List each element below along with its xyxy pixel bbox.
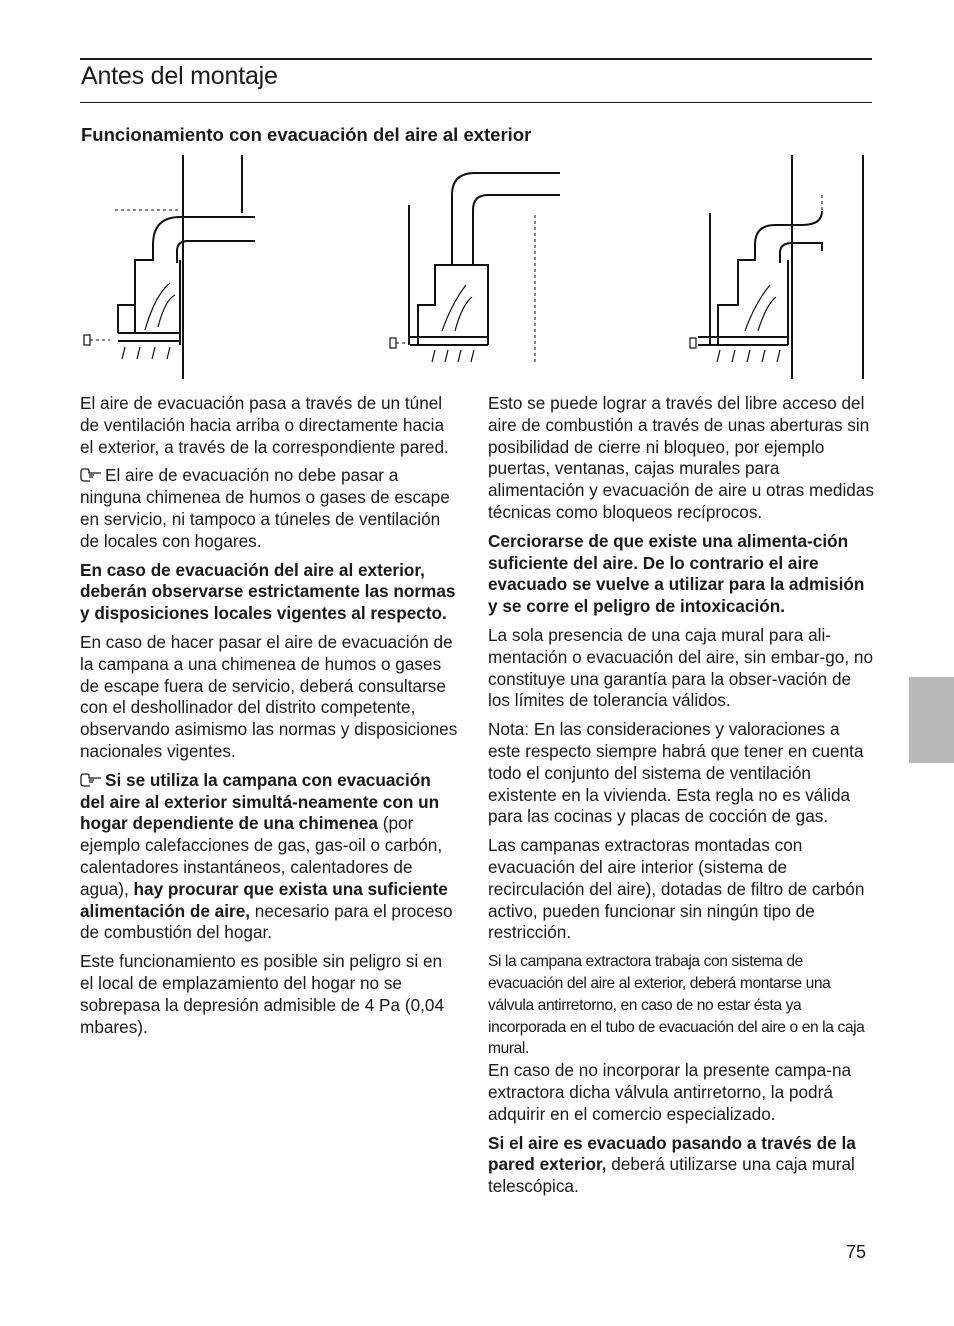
- hood-exhaust-left-duct-figure: [84, 155, 255, 379]
- page-number: 75: [846, 1242, 867, 1262]
- note-paragraph: [80, 770, 458, 944]
- hood-exhaust-up-duct-figure: [390, 173, 560, 365]
- pointing-hand-icon: [80, 773, 102, 787]
- note-text: El aire de evacuación no debe pasar a ninguna chimenea de humos o gases de escape en servicio, ni tampoco a túneles de ventilación de locales con hogares.: [80, 465, 450, 551]
- paragraph: Este funcionamiento es posible sin peligro si en el local de emplazamiento del hogar no se sobrepasa la depresión admisible de 4 Pa (0,04 mbares).: [80, 951, 445, 1037]
- note-text: (por ejemplo calefacciones de gas, gas-oil o carbón, calentadores instantáneos, calentadores de agua),: [80, 813, 443, 899]
- note-bold-text: Si se utiliza la campana con evacuación del aire al exterior simultá-neamente con un hogar dependiente de una chimenea: [80, 769, 440, 834]
- paragraph-text: deberá utilizarse una caja mural telescópica.: [488, 1154, 855, 1197]
- paragraph: Las campanas extractoras montadas con evacuación del aire interior (sistema de recirculación del aire), dotadas de filtro de carbón activo, pueden funcionar sin ningún tipo de restricción.: [488, 835, 865, 943]
- paragraph: [488, 1133, 876, 1198]
- right-text-column: [488, 393, 876, 1205]
- paragraph: Nota: En las consideraciones y valoraciones a este respecto siempre habrá que tener en cuenta todo el conjunto del sistema de ventilación existente en la vivienda. Esta regla no es válida para las cocinas y placas de cocción de gas.: [488, 719, 864, 827]
- header-rule-top: [80, 58, 872, 60]
- paragraph-bold: En caso de evacuación del aire al exterior, deberán observarse estrictamente las normas y disposiciones locales vigentes al respecto.: [80, 559, 456, 624]
- pointing-hand-icon: [80, 468, 102, 482]
- paragraph: En caso de no incorporar la presente campa-na extractora dicha válvula antirretorno, la podrá adquirir en el comercio especializado.: [488, 1060, 852, 1124]
- page-title: Antes del montaje: [81, 62, 278, 90]
- paragraph: La sola presencia de una caja mural para ali-mentación o evacuación del aire, sin embar-go, no constituye una garantía para la obser-vación de los límites de tolerancia válidos.: [488, 624, 874, 711]
- chapter-side-tab: [909, 677, 954, 763]
- paragraph-bold: Cerciorarse de que existe una alimenta-ción suficiente del aire. De lo contrario el aire evacuado se vuelve a utilizar para la admisión y se corre el peligro de intoxicación.: [488, 530, 865, 617]
- left-text-column: [80, 393, 458, 1045]
- paragraph: Esto se puede lograr a través del libre acceso del aire de combustión a través de unas aberturas sin posibilidad de cierre ni bloqueo, por ejemplo puertas, ventanas, cajas murales para alimentación y evacuación de aire u otras medidas técnicas como bloqueos recíprocos.: [488, 393, 874, 522]
- hood-exhaust-wall-duct-figure: [690, 155, 863, 379]
- note-bold-text: hay procurar que exista una suficiente alimentación de aire,: [80, 878, 448, 921]
- paragraph-bold-lead: Si el aire es evacuado pasando a través de la pared exterior,: [488, 1132, 856, 1175]
- note-text: necesario para el proceso de combustión del hogar.: [80, 900, 453, 943]
- paragraph-small: Si la campana extractora trabaja con sistema de evacuación del aire al exterior, deberá montarse una válvula antirretorno, en caso de no estar ésta ya incorporada en el tubo de evacuación del aire o en la caja mural.: [488, 953, 865, 1058]
- header-rule-bottom: [80, 102, 872, 103]
- section-heading: Funcionamiento con evacuación del aire al exterior: [81, 124, 532, 145]
- paragraph: El aire de evacuación pasa a través de un túnel de ventilación hacia arriba o directamente hacia el exterior, a través de la correspondiente pared.: [80, 393, 449, 457]
- paragraph: En caso de hacer pasar el aire de evacuación de la campana a una chimenea de humos o gases de escape fuera de servicio, deberá consultarse con el deshollinador del distrito competente, observando asimismo las normas y disposiciones nacionales vigentes.: [80, 631, 458, 761]
- exhaust-diagrams: [80, 155, 872, 383]
- note-paragraph: [80, 465, 458, 552]
